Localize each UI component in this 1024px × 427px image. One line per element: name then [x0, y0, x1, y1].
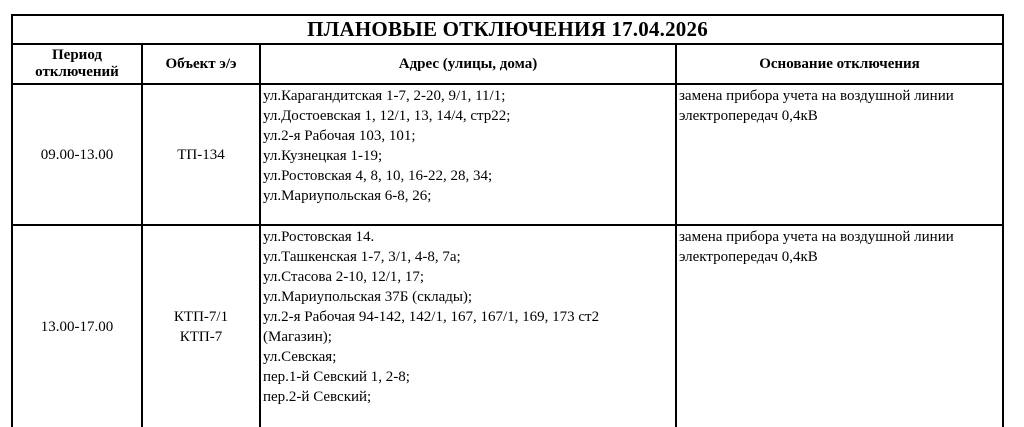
object-name: ТП-134: [177, 146, 225, 163]
reason-line: электропередач 0,4кВ: [679, 249, 818, 265]
header-period: Период отключений: [12, 44, 142, 84]
header-object: Объект э/э: [142, 44, 260, 84]
table-row: [12, 84, 1003, 225]
page-title: ПЛАНОВЫЕ ОТКЛЮЧЕНИЯ 17.04.2026: [12, 15, 1003, 44]
address-cell: [260, 225, 676, 427]
address-line: ул.Кузнецкая 1-19;: [263, 148, 383, 164]
address-cell: [260, 84, 676, 225]
object-cell: [142, 225, 260, 427]
header-address: Адрес (улицы, дома): [260, 44, 676, 84]
address-line: ул.Достоевская 1, 12/1, 13, 14/4, стр22;: [263, 108, 511, 124]
address-line: ул.2-я Рабочая 103, 101;: [263, 128, 416, 144]
address-line: пер.2-й Севский;: [263, 389, 372, 405]
address-line: ул.Ташкенская 1-7, 3/1, 4-8, 7а;: [263, 249, 461, 265]
object-name: КТП-7: [179, 328, 223, 345]
reason-line: электропередач 0,4кВ: [679, 108, 818, 124]
reason-cell: [676, 225, 1003, 427]
period-cell: 09.00-13.00: [12, 84, 142, 225]
outage-table: [11, 14, 1004, 427]
reason-line: замена прибора учета на воздушной линии: [679, 229, 954, 245]
reason-line: замена прибора учета на воздушной линии: [679, 88, 954, 104]
header-reason: Основание отключения: [676, 44, 1003, 84]
table-row: [12, 225, 1003, 427]
object-cell: [142, 84, 260, 225]
address-line: ул.Мариупольская 6-8, 26;: [263, 188, 432, 204]
address-line: ул.Севская;: [263, 349, 337, 365]
outage-schedule: [11, 14, 1002, 427]
address-line: ул.Ростовская 14.: [263, 229, 375, 245]
address-line: (Магазин);: [263, 329, 332, 345]
address-line: ул.Карагандитская 1-7, 2-20, 9/1, 11/1;: [263, 88, 506, 104]
reason-cell: [676, 84, 1003, 225]
address-line: ул.Мариупольская 37Б (склады);: [263, 289, 473, 305]
object-name: КТП-7/1: [173, 308, 229, 325]
address-line: ул.2-я Рабочая 94-142, 142/1, 167, 167/1, 169, 173 ст2: [263, 309, 600, 325]
period-cell: 13.00-17.00: [12, 225, 142, 427]
table-header-row: [12, 44, 1003, 84]
address-line: ул.Стасова 2-10, 12/1, 17;: [263, 269, 425, 285]
address-line: пер.1-й Севский 1, 2-8;: [263, 369, 410, 385]
address-line: ул.Ростовская 4, 8, 10, 16-22, 28, 34;: [263, 168, 493, 184]
